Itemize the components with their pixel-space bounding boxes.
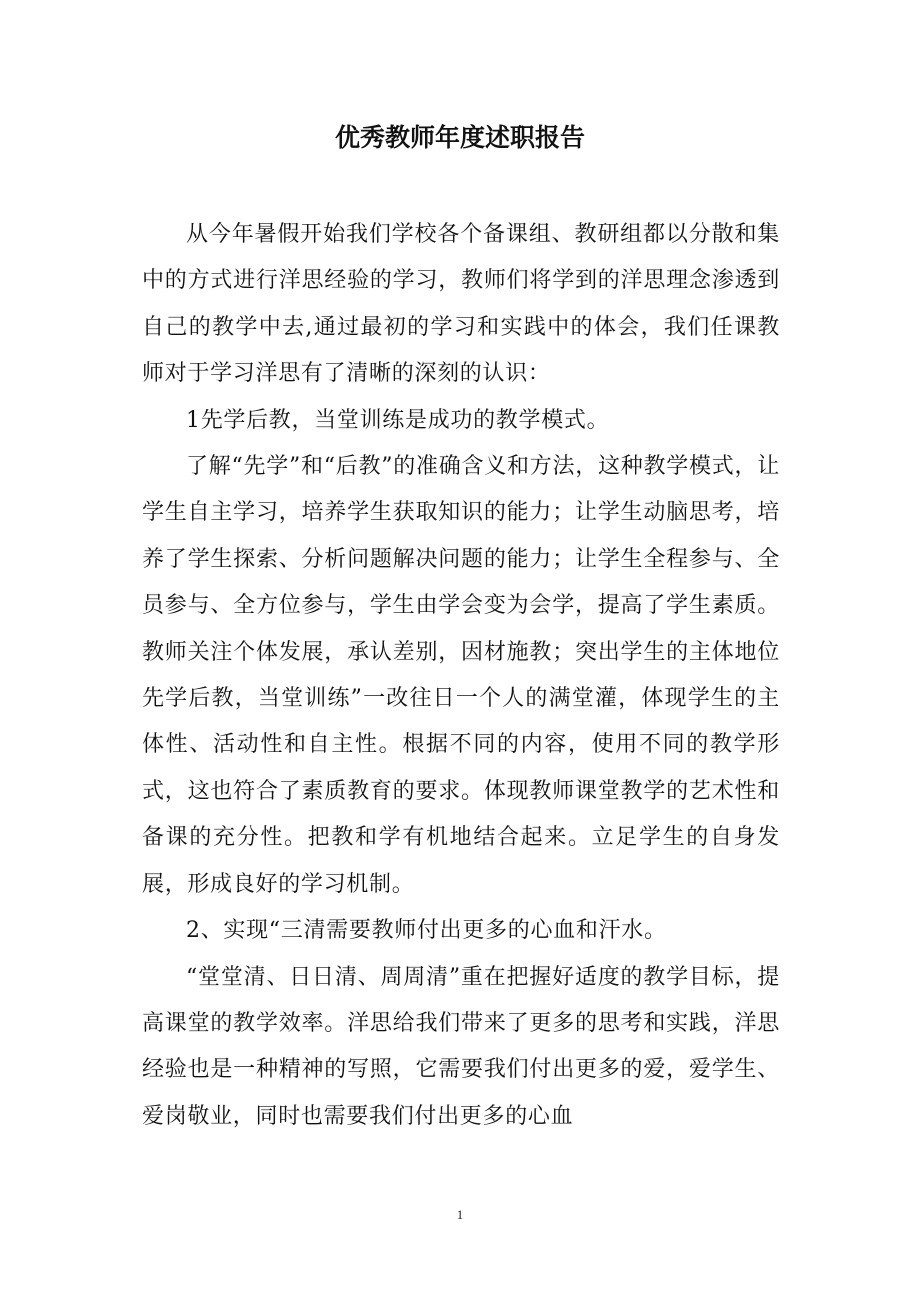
document-body [142, 212, 780, 1140]
page-number: 1 [456, 1207, 464, 1222]
paragraph-heading-1: 1先学后教，当堂训练是成功的教学模式。 [186, 407, 610, 433]
paragraph-intro: 从今年暑假开始我们学校各个备课组、教研组都以分散和集中的方式进行洋思经验的学习，教师们将学到的洋思理念渗透到自己的教学中去,通过最初的学习和实践中的体会，我们任课教师对于学习洋思有了清晰的深刻的认识： [142, 222, 780, 387]
paragraph-teaching-mode: 了解“先学”和“后教”的准确含义和方法，这种教学模式，让学生自主学习，培养学生获取知识的能力；让学生动脑思考，培养了学生探索、分析问题解决问题的能力；让学生全程参与、全员参与、全方位参与，学生由学会变为会学，提高了学生素质。教师关注个体发展，承认差别，因材施教；突出学生的主体地位先学后教，当堂训练”一改往日一个人的满堂灌，体现学生的主体性、活动性和自主性。根据不同的内容，使用不同的教学形式，这也符合了素质教育的要求。体现教师课堂教学的艺术性和备课的充分性。把教和学有机地结合起来。立足学生的自身发展，形成良好的学习机制。 [142, 454, 780, 897]
paragraph-heading-2: 2、实现“三清需要教师付出更多的心血和汗水。 [186, 918, 667, 944]
document-title: 优秀教师年度述职报告 [334, 123, 585, 152]
paragraph-three-clear: “堂堂清、日日清、周周清”重在把握好适度的教学目标，提高课堂的教学效率。洋思给我们带来了更多的思考和实践，洋思经验也是一种精神的写照，它需要我们付出更多的爱，爱学生、爱岗敬业，同时也需要我们付出更多的心血 [142, 964, 780, 1129]
